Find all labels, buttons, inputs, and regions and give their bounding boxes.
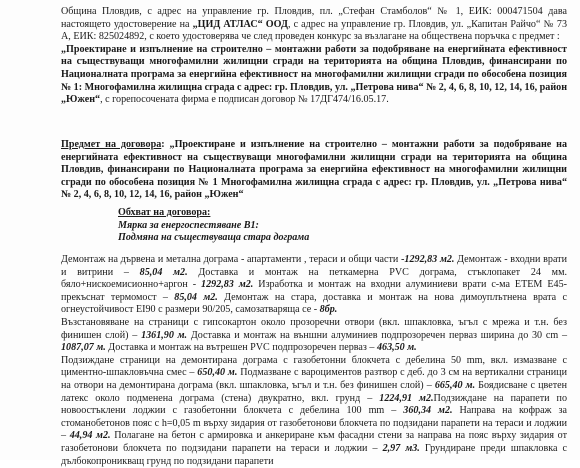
detail-text: Доставка и монтаж на външни алуминиев подпрозоречен перваз ширина до 30 cm – (187, 329, 567, 341)
scope-heading: Обхват на договора: (118, 207, 211, 218)
procurement-subject: „Проектиране и изпълнение на строително – монтажни работи за подобряване на енергийната ефективност на съществуващи многофамилни жилищни сгради на територията на община Пловдив, финансирани по Националната програма за енергийна ефективност на многофамилни жилищни сгради по обособена позиция № 1: Многофамилна жилищна сграда с адрес: гр. Пловдив, ул. „Петрова нива“ № 2, 4, 6, 8, 10, 12, 14, 16, район „Южен“ (61, 43, 568, 106)
detail-quantity: 463,50 м. (376, 342, 417, 354)
contract-reference: , с горепосочената фирма е подписан договор № 17ДГ474/16.05.17. (100, 94, 389, 106)
detail-text: Доставка и монтаж на петкамерна PVC дограма, стъклопакет 24 мм. бяло+нискоемисионно+аргон - (61, 266, 567, 291)
detail-quantity: -1292,83 м2. (401, 254, 455, 265)
detail-text: Подзиждане на парапети по новоостъклени лоджии с газобетонни блокчета с дебелина 100 mm – (61, 392, 567, 417)
detail-text: Възстановяване на страници с гипсокартон около прозоречни отвори (вкл. шпакловка, ъгъл с мрежа и т.н. без финишен слой) – (61, 316, 567, 341)
detail-quantity: 2,97 м3. (382, 442, 420, 454)
company-name: „ЦИД АТЛАС“ ООД (192, 18, 288, 30)
detail-text: Демонтаж - входни врати и витрини – (61, 254, 567, 278)
detail-quantity: 650,40 м. (197, 367, 238, 379)
scope-section (118, 207, 558, 245)
detail-quantity: 44,94 м2. (69, 430, 111, 442)
contract-subject-text: : „Проектиране и изпълнение на строително – монтажни работи за подобряване на енергийната ефективност на съществуващи многофамилни жилищни сгради на територията на община Пловдив, финансирани по Националната програма за енергийна ефективност на многофамилни жилищни сгради по обособена позиция № 1 Многофамилна жилищна сграда с адрес: гр. Пловдив, ул. „Петрова нива“ № 2, 4, 6, 8, 10, 12, 14, 16, район „Южен“ (61, 139, 568, 201)
details-paragraph-3 (61, 355, 567, 468)
detail-text: Грундиране преди шпакловка с дълбокопроникващ грунд по подзидани парапети (61, 442, 567, 467)
detail-text: Полагане на бетон с армировка и анкериране към фасадни стени за направа на пояс върху зидария от газобетонови блокчета по подзидани парапети на тераси и лоджии – (61, 430, 567, 454)
detail-quantity: 1224,91 м2. (379, 392, 434, 404)
works-details (61, 254, 567, 468)
detail-quantity: 1292,83 м2. (201, 279, 254, 291)
scope-measure: Мярка за енергоспестяване В1: (118, 219, 259, 231)
contract-subject-label: Предмет на договора (61, 139, 162, 150)
company-details: , с адрес на управление гр. Пловдив, ул. „Капитан Райчо“ № 73 А, ЕИК: 825024892, с което удостоверява че след проведен конкурс за възлагане на обществена поръчка с предмет : (61, 18, 567, 43)
details-paragraph-1 (61, 254, 567, 317)
details-paragraph-2 (61, 317, 567, 355)
intro-paragraph (61, 6, 567, 107)
intro-text: Община Пловдив, с адрес на управление гр. Пловдив, пл. „Стефан Стамболов“ № 1, ЕИК: 000471504 дава настоящето удостоверение на (61, 6, 567, 30)
detail-quantity: 665,40 м. (434, 379, 476, 391)
detail-text: Изработка и монтаж на входни алуминиеви врати с-ма ETEM E45-прекъснат термомост – (61, 279, 567, 303)
detail-quantity: 360,34 м2. (403, 405, 453, 417)
detail-text: Направа на кофраж за стоманобетонов пояс с h=0,05 m върху зидария от газобетонови блокчета по подзидани парапети на тераси и лоджии – (61, 405, 567, 442)
detail-text: Демонтаж на стара, доставка и монтаж на нова димоуплътнена врата с огнеустойчивост EI90 с размери 90/205, самозатваряща се - (61, 291, 567, 316)
detail-text: Доставка и монтаж на вътрешен PVC подпрозоречен перваз – (105, 342, 377, 354)
detail-text: Подзиждане страници на демонтирана дограма с газобетонни блокчета с дебелина 50 mm, вкл. измазване с циментно-шпакловъчна смес – (61, 354, 567, 379)
detail-text: Демонтаж на дървена и метална дограма - апартаменти , тераси и общи части (61, 254, 402, 265)
detail-quantity: 8бр. (319, 304, 338, 316)
detail-quantity: 85,04 м2. (174, 291, 218, 303)
detail-quantity: 85,04 м2. (139, 266, 188, 278)
scope-item: Подмяна на съществуваща стара дограма (118, 232, 310, 244)
detail-text: Боядисване с цветен латекс около подменена дограма (стена) двукратно, вкл. грунд – (61, 379, 567, 404)
detail-quantity: 1361,90 м. (141, 329, 188, 341)
contract-subject-paragraph (61, 139, 567, 202)
detail-quantity: 1087,07 м. (61, 342, 106, 354)
detail-text: Подмазване с вароциментов разтвор с деб. до 3 см на вертикални страници на отвори на демонтирана дограма (вкл. шпакловка, ъгъл и т.н. без финишен слой) – (61, 367, 567, 391)
